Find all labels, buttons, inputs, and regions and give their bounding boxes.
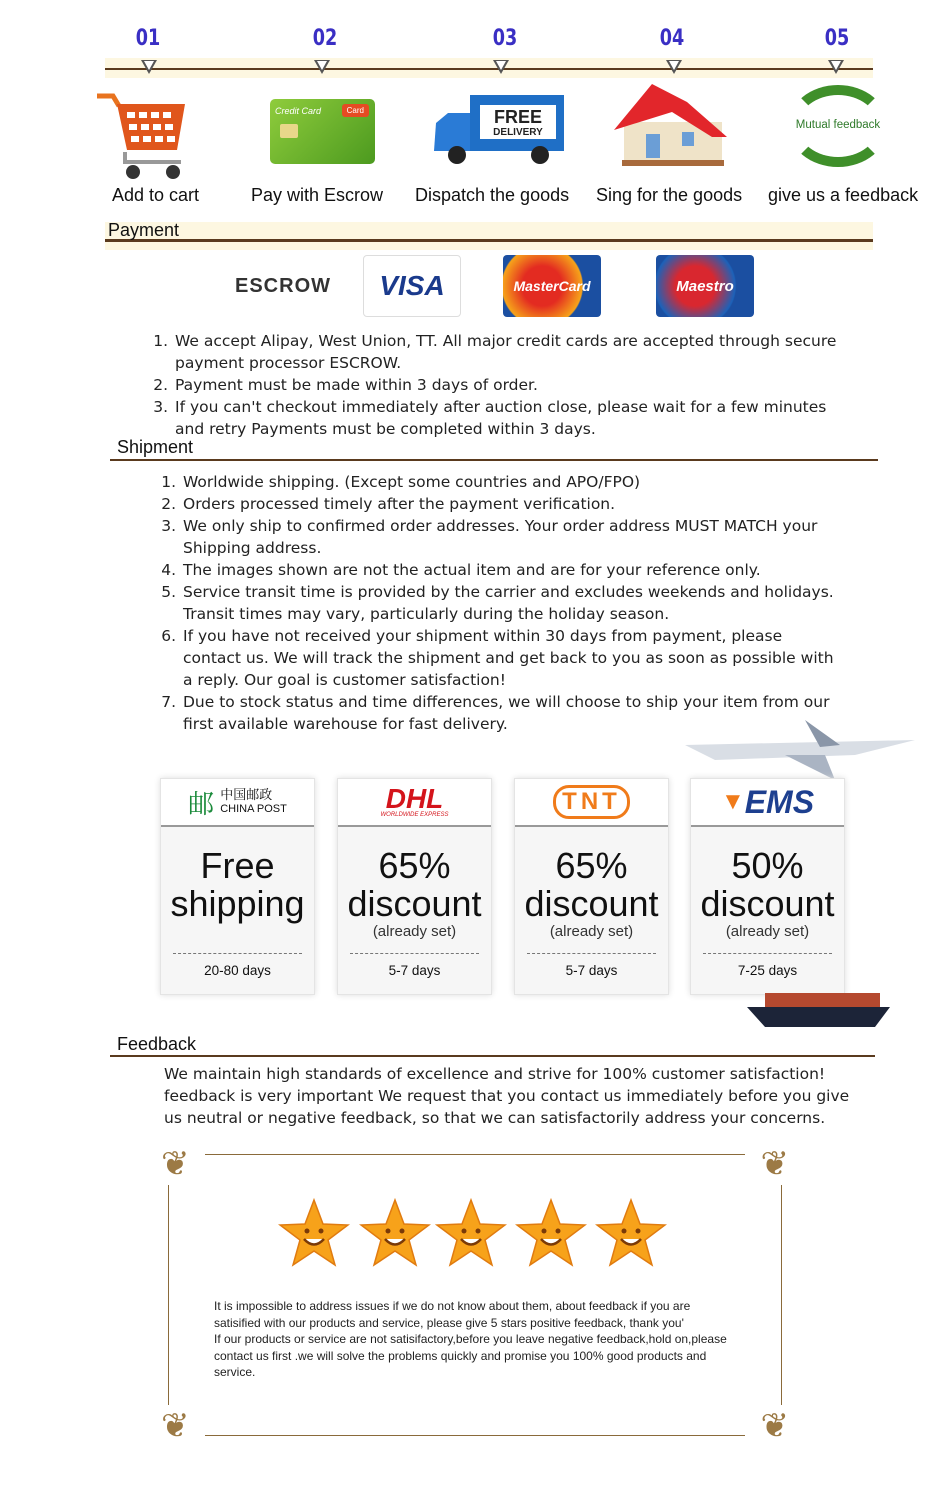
carrier-days: 7-25 days — [737, 963, 798, 978]
dhl-logo: DHL WORLDWIDE EXPRESS — [338, 779, 491, 827]
payment-item: 2. Payment must be made within 3 days of order. — [173, 374, 845, 396]
shipment-list — [163, 471, 843, 735]
feedback-heading: Feedback — [117, 1034, 197, 1054]
ornament-icon: ❦ — [760, 1145, 789, 1183]
ems-logo: ▼ EMS — [691, 779, 844, 827]
feedback-text: We maintain high standards of excellence and strive for 100% customer satisfaction! feedback is very important We request that you contact us immediately before you give us neutral or negative feedback, so that we can satisfactorily address your concerns. — [164, 1065, 850, 1127]
payment-band — [105, 222, 873, 250]
smiling-star-icon — [595, 1198, 667, 1268]
payment-item: 3. If you can't checkout immediately after auction close, please wait for a few minutes and retry Payments must be completed within 3 days. — [173, 396, 845, 440]
shipment-item: 6. If you have not received your shipment within 30 days from payment, please contact us. We will track the shipment and get back to you as soon as possible with a reply. Our goal is customer satisfaction! — [181, 625, 843, 691]
feedback-box-text: It is impossible to address issues if we do not know about them, about feedback if you are satisified with our products and service, please give 5 stars positive feedback, thank you' If our products or service are not satisifactory,before you leave negative feedback,hold on,please contact us first .we will solve the problems quickly and promise you 100% good products and service. — [214, 1299, 727, 1379]
ornament-icon: ❦ — [161, 1145, 190, 1183]
maestro-logo: Maestro — [656, 255, 754, 317]
house-icon — [612, 82, 732, 170]
carrier-offer: 65% discount — [524, 845, 659, 924]
shipment-heading: Shipment — [117, 437, 194, 457]
cargo-ship-icon — [745, 985, 895, 1035]
smiling-star-icon — [359, 1198, 431, 1268]
airplane-icon — [675, 715, 925, 785]
step-label: Sing for the goods — [596, 185, 743, 205]
visa-logo: VISA — [363, 255, 461, 317]
shipment-item: 4. The images shown are not the actual item and are for your reference only. — [181, 559, 843, 581]
arrow-down-icon — [314, 60, 330, 74]
ornament-icon: ❦ — [760, 1407, 789, 1445]
ornament-icon: ❦ — [161, 1407, 190, 1445]
payment-heading: Payment — [108, 220, 180, 240]
svg-text:FREE: FREE — [493, 107, 543, 127]
carrier-days: 20-80 days — [204, 963, 271, 978]
feedback-frame — [161, 1145, 789, 1445]
arrow-down-icon — [493, 60, 509, 74]
carrier-days: 5-7 days — [388, 963, 441, 978]
smiling-star-icon — [278, 1198, 350, 1268]
step-number: 02 — [312, 26, 338, 51]
step-label: Dispatch the goods — [415, 185, 570, 205]
china-post-logo: 邮 中国邮政 CHINA POST — [161, 779, 314, 827]
shipment-rule — [110, 459, 878, 461]
step-number: 05 — [824, 26, 850, 51]
shipment-item: 7. Due to stock status and time differences, we will choose to ship your item from our first available warehouse for fast delivery. — [181, 691, 843, 735]
svg-text:DELIVERY: DELIVERY — [493, 127, 543, 138]
recycle-arrows-icon: Mutual feedback — [788, 85, 888, 167]
payment-item: 1. We accept Alipay, West Union, TT. All major credit cards are accepted through secure payment processor ESCROW. — [173, 330, 845, 374]
step-number: 01 — [135, 26, 161, 51]
step-label: give us a feedback — [768, 185, 919, 205]
shipment-item: 1. Worldwide shipping. (Except some countries and APO/FPO) — [181, 471, 843, 493]
carrier-card-tnt — [514, 778, 669, 995]
payment-list — [155, 330, 845, 440]
arrow-down-icon — [666, 60, 682, 74]
smiling-star-icon — [435, 1198, 507, 1268]
step-label: Add to cart — [112, 185, 200, 205]
mastercard-logo: MasterCard — [503, 255, 601, 317]
feedback-rule — [110, 1055, 875, 1057]
step-number: 04 — [659, 26, 685, 51]
carrier-days: 5-7 days — [565, 963, 618, 978]
carrier-card-ems — [690, 778, 845, 995]
payment-rule — [105, 239, 873, 242]
carrier-offer: 50% discount — [700, 845, 835, 924]
arrow-down-icon — [141, 60, 157, 74]
credit-card-icon: Credit Card Card — [270, 99, 375, 164]
carrier-card-china-post — [160, 778, 315, 995]
carrier-note: (already set) — [372, 923, 457, 940]
tnt-logo: TNT — [515, 779, 668, 827]
shipment-item: 5. Service transit time is provided by the carrier and excludes weekends and holidays. Transit times may vary, particularly during the holiday season. — [181, 581, 843, 625]
carrier-note: (already set) — [549, 923, 634, 940]
shipment-item: 2. Orders processed timely after the payment verification. — [181, 493, 843, 515]
steps-rule — [105, 68, 873, 70]
shipment-item: 3. We only ship to confirmed order addresses. Your order address MUST MATCH your Shipping address. — [181, 515, 843, 559]
carrier-offer: 65% discount — [347, 845, 482, 924]
carrier-offer: Free shipping — [170, 845, 305, 924]
step-number: 03 — [492, 26, 518, 51]
escrow-logo: ESCROW — [235, 274, 331, 297]
carrier-note: (already set) — [725, 923, 810, 940]
step-label: Pay with Escrow — [251, 185, 384, 205]
shopping-cart-icon — [95, 90, 190, 180]
smiling-star-icon — [515, 1198, 587, 1268]
arrow-down-icon — [828, 60, 844, 74]
delivery-truck-icon — [432, 93, 567, 168]
carrier-card-dhl — [337, 778, 492, 995]
